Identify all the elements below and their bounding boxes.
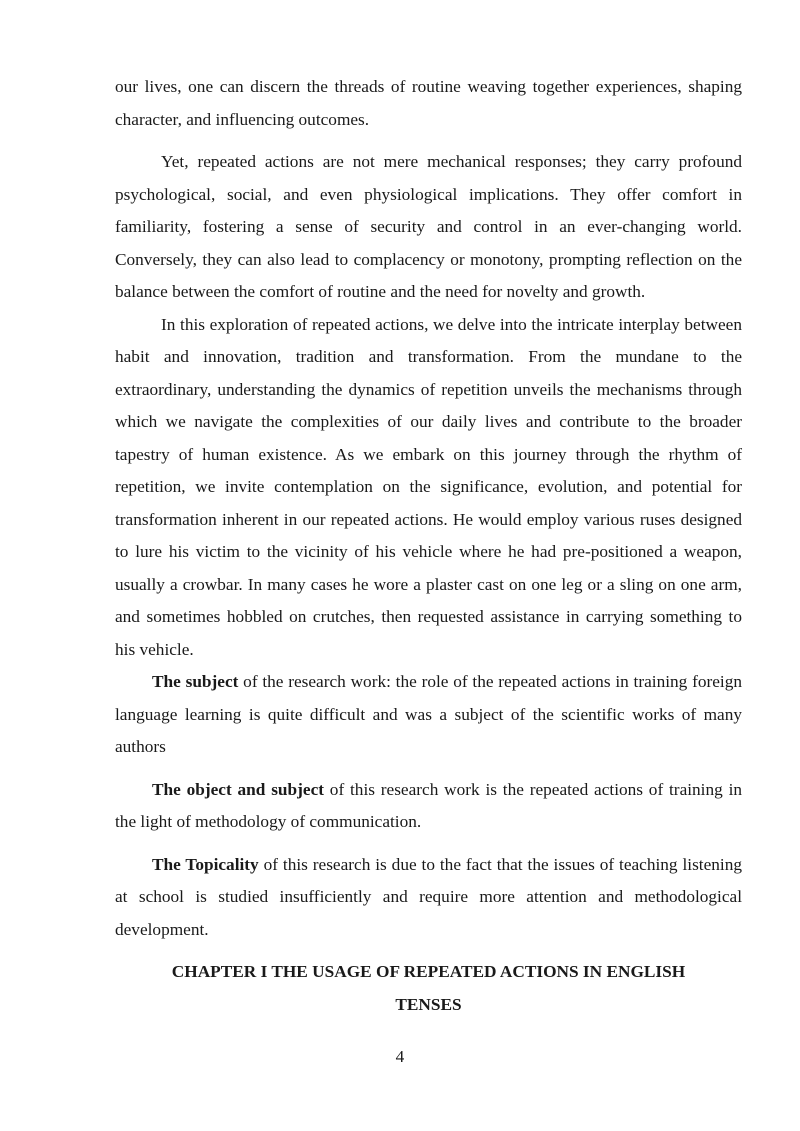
object-label: The object and subject — [152, 779, 324, 799]
page-content — [115, 71, 742, 1021]
page-number: 4 — [395, 1047, 405, 1066]
topicality-text: of this research is due to the fact that the issues of teaching listening at school is studied insufficiently and require more attention and methodological development. — [115, 854, 742, 939]
chapter-heading — [115, 956, 742, 1021]
object-text: of this research work is the repeated actions of training in the light of methodology of communication. — [115, 779, 743, 831]
subject-text: of the research work: the role of the repeated actions in training foreign language learning is quite difficult and was a subject of the scientific works of many authors — [115, 672, 742, 756]
paragraph-implications: Yet, repeated actions are not mere mechanical responses; they carry profound psychological, social, and even physiological implications. They offer comfort in familiarity, fostering a sense of security and control in an ever-changing world. Conversely, they can also lead to complacency or monotony, prompting reflection on the balance between the comfort of routine and the need for novelty and growth. — [115, 152, 742, 301]
paragraph-topicality — [115, 849, 742, 947]
paragraph-continuation: our lives, one can discern the threads of routine weaving together experiences, shaping character, and influencing outcomes. — [115, 77, 742, 129]
topicality-label: The Topicality — [152, 854, 259, 874]
chapter-heading-line-2: TENSES — [395, 994, 462, 1014]
chapter-heading-line-1: CHAPTER I THE USAGE OF REPEATED ACTIONS IN ENGLISH — [171, 962, 686, 981]
subject-label: The subject — [152, 672, 239, 691]
paragraph-object — [115, 774, 742, 839]
paragraph-subject — [115, 666, 742, 764]
paragraph-exploration: In this exploration of repeated actions, we delve into the intricate interplay between habit and innovation, tradition and transformation. From the mundane to the extraordinary, understanding the dynamics of repetition unveils the mechanisms through which we navigate the complexities of our daily lives and contribute to the broader tapestry of human existence. As we embark on this journey through the rhythm of repetition, we invite contemplation on the significance, evolution, and potential for transformation inherent in our repeated actions. He would employ various ruses designed to lure his victim to the vicinity of his vehicle where he had pre-positioned a weapon, usually a crowbar. In many cases he wore a plaster cast on one leg or a sling on one arm, and sometimes hobbled on crutches, then requested assistance in carrying something to his vehicle. — [115, 314, 742, 659]
